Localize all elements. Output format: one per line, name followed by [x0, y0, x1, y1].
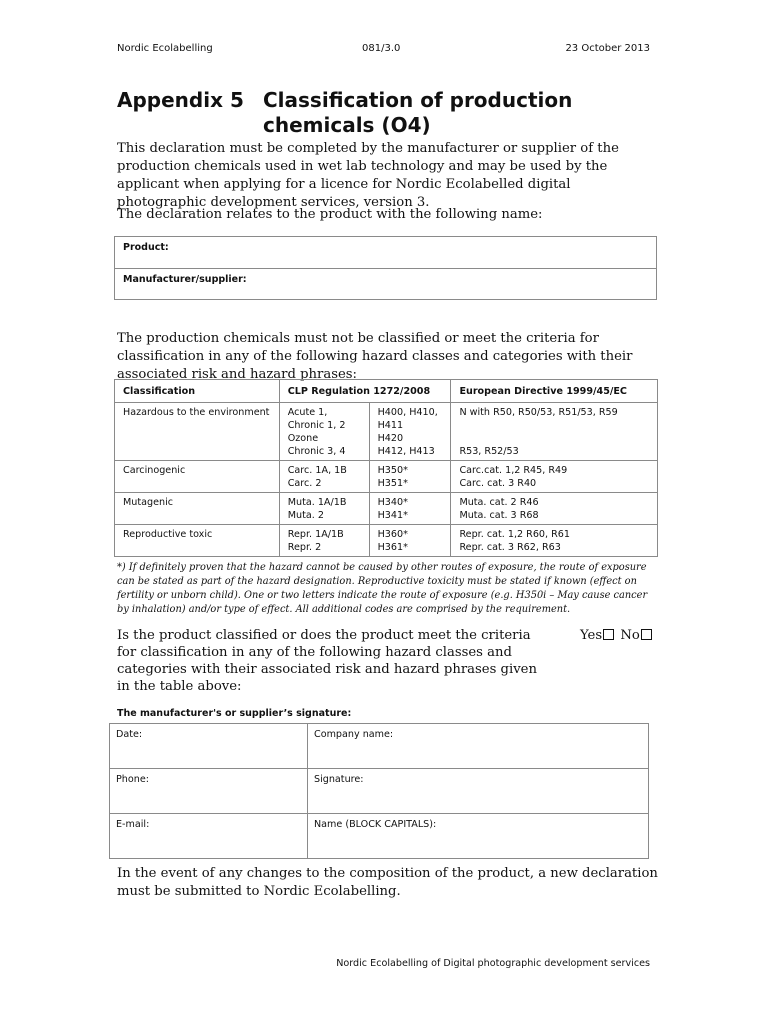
table-row: [115, 461, 658, 493]
header-doc-number: 081/3.0: [362, 43, 401, 54]
manufacturer-row[interactable]: [115, 268, 656, 299]
date-field[interactable]: [110, 724, 308, 769]
clp-code: H341*: [377, 510, 408, 521]
clp-category: Muta. 1A/1B: [287, 497, 347, 508]
signature-heading: The manufacturer's or supplier’s signature:: [117, 708, 352, 719]
clp-code: H360*: [377, 529, 408, 540]
product-row[interactable]: [115, 237, 656, 268]
eu-phrase: R53, R52/53: [459, 446, 519, 457]
clp-code: H400, H410,: [377, 407, 438, 418]
eu-cell: [451, 525, 658, 557]
table-row: [110, 814, 649, 859]
no-checkbox[interactable]: [641, 629, 652, 640]
signature-label: Signature:: [314, 774, 364, 785]
table-header-row: [115, 380, 658, 403]
clp-code: H411: [377, 420, 404, 431]
clp-code: H350*: [377, 465, 408, 476]
clp-category: Ozone: [287, 433, 319, 444]
table-row: [115, 493, 658, 525]
classification-cell: Mutagenic: [115, 493, 280, 525]
no-label: No: [620, 628, 640, 643]
table-row: [115, 525, 658, 557]
signature-field[interactable]: [308, 769, 649, 814]
clp-category: Chronic 3, 4: [287, 446, 346, 457]
eu-cell: [451, 403, 658, 461]
table-row: [110, 724, 649, 769]
eu-cell: [451, 493, 658, 525]
classification-cell: Reproductive toxic: [115, 525, 280, 557]
header-org: Nordic Ecolabelling: [117, 43, 213, 54]
table-row: [110, 769, 649, 814]
product-box: [114, 236, 657, 300]
classification-table: [114, 379, 658, 557]
eu-phrase: Repr. cat. 3 R62, R63: [459, 542, 561, 553]
closing-paragraph: In the event of any changes to the composition of the product, a new declaration must be submitted to Nordic Ecolabelling.: [117, 866, 658, 899]
clp-category: Acute 1,: [287, 407, 328, 418]
clp-code: H412, H413: [377, 446, 435, 457]
clp-category: Repr. 1A/1B: [287, 529, 344, 540]
clp-code: H420: [377, 433, 404, 444]
criteria-paragraph: The production chemicals must not be classified or meet the criteria for classification in any of the following hazard classes and categories with their associated risk and hazard phrases:: [117, 331, 633, 382]
table-row: [115, 403, 658, 461]
col-classification: Classification: [115, 380, 280, 403]
classification-cell: Carcinogenic: [115, 461, 280, 493]
appendix-title: Classification of production chemicals (O4): [263, 88, 573, 137]
signature-table: [109, 723, 649, 859]
eu-phrase: Carc.cat. 1,2 R45, R49: [459, 465, 568, 476]
block-name-label: Name (BLOCK CAPITALS):: [314, 819, 437, 830]
clp-category: Carc. 1A, 1B: [287, 465, 347, 476]
page-footer: Nordic Ecolabelling of Digital photographic development services: [336, 958, 650, 969]
clp-category: Repr. 2: [287, 542, 322, 553]
clp-code-cell: [369, 461, 451, 493]
clp-category-cell: [279, 461, 369, 493]
classification-cell: Hazardous to the environment: [115, 403, 280, 461]
clp-category-cell: [279, 403, 369, 461]
eu-phrase: Carc. cat. 3 R40: [459, 478, 537, 489]
phone-label: Phone:: [116, 774, 149, 785]
clp-code: H351*: [377, 478, 408, 489]
clp-category: Carc. 2: [287, 478, 322, 489]
eu-phrase: Muta. cat. 2 R46: [459, 497, 539, 508]
company-name-field[interactable]: [308, 724, 649, 769]
clp-category: Chronic 1, 2: [287, 420, 346, 431]
intro-paragraph: This declaration must be completed by the manufacturer or supplier of the production chemicals used in wet lab technology and may be used by the applicant when applying for a licence for Nordic Ecolabelled digital photographic development services, version 3.: [117, 141, 619, 210]
company-name-label: Company name:: [314, 729, 394, 740]
col-eu-directive: European Directive 1999/45/EC: [451, 380, 658, 403]
eu-cell: [451, 461, 658, 493]
yes-checkbox[interactable]: [603, 629, 614, 640]
eu-phrase: Muta. cat. 3 R68: [459, 510, 539, 521]
clp-code-cell: [369, 525, 451, 557]
clp-code-cell: [369, 403, 451, 461]
email-label: E-mail:: [116, 819, 150, 830]
clp-code-cell: [369, 493, 451, 525]
eu-phrase: Repr. cat. 1,2 R60, R61: [459, 529, 570, 540]
clp-category: Muta. 2: [287, 510, 324, 521]
relates-paragraph: The declaration relates to the product with the following name:: [117, 207, 543, 222]
block-name-field[interactable]: [308, 814, 649, 859]
clp-category-cell: [279, 525, 369, 557]
clp-code: H361*: [377, 542, 408, 553]
clp-code: H340*: [377, 497, 408, 508]
yes-no-options: [580, 627, 654, 644]
email-field[interactable]: [110, 814, 308, 859]
col-clp: CLP Regulation 1272/2008: [279, 380, 451, 403]
classification-question: Is the product classified or does the product meet the criteria for classification in any of the following hazard classes and categories with their associated risk and hazard phrases given in the table above:: [117, 628, 537, 694]
appendix-number: Appendix 5: [117, 88, 244, 112]
product-label: Product:: [123, 242, 169, 253]
page-header: [117, 43, 650, 57]
eu-phrase: N with R50, R50/53, R51/53, R59: [459, 407, 618, 418]
footnote: *) If definitely proven that the hazard cannot be caused by other routes of exposure, the route of exposure can be stated as part of the hazard designation. Reproductive toxicity must be stated if known (effect on fertility or unborn child). One or two letters indicate the route of exposure (e.g. H350i – May cause cancer by inhalation) and/or type of effect. All additional codes are comprised by the requirement.: [117, 562, 648, 615]
date-label: Date:: [116, 729, 143, 740]
header-date: 23 October 2013: [565, 43, 650, 54]
manufacturer-label: Manufacturer/supplier:: [123, 274, 247, 285]
yes-label: Yes: [580, 628, 603, 643]
phone-field[interactable]: [110, 769, 308, 814]
clp-category-cell: [279, 493, 369, 525]
